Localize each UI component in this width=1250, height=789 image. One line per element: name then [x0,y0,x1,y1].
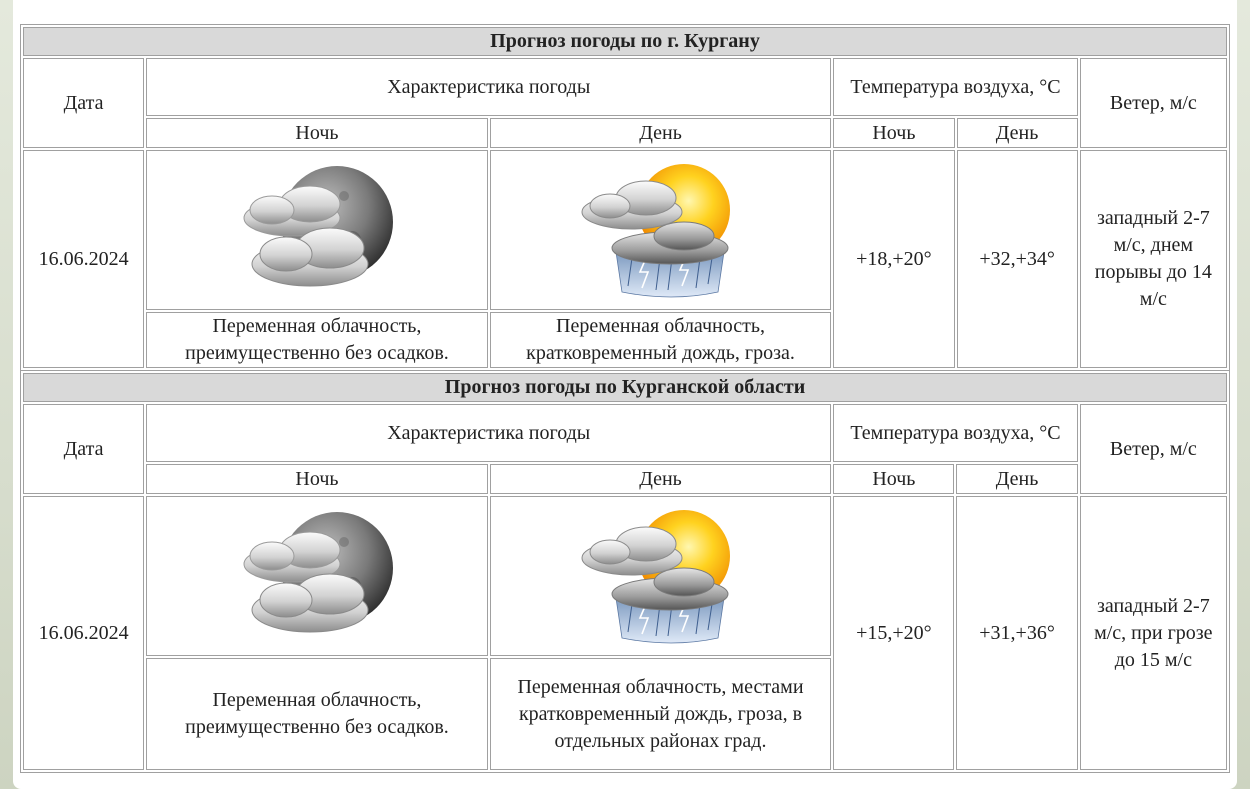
weather-characteristics-header: Характеристика погоды [146,404,831,462]
region-forecast-table [20,370,1230,773]
date-header: Дата [23,404,144,494]
temp-day-value: +31,+36° [956,496,1077,770]
temp-day-value: +32,+34° [957,150,1078,368]
wind-value: западный 2-7 м/с, при грозе до 15 м/с [1080,496,1227,770]
night-weather-image [146,496,488,656]
table-title: Прогноз погоды по Курганской области [23,373,1227,402]
air-temperature-header: Температура воздуха, °C [833,58,1077,116]
temp-night-header: Ночь [833,464,954,494]
wind-header: Ветер, м/с [1080,404,1227,494]
temp-day-header: День [957,118,1078,148]
wind-value: западный 2-7 м/с, днем порывы до 14 м/с [1080,150,1227,368]
date-header: Дата [23,58,144,148]
sun-cloud-thunderstorm-icon [576,506,746,646]
cloudy-moon-icon [232,506,402,646]
temp-night-value: +18,+20° [833,150,954,368]
forecast-date: 16.06.2024 [23,496,144,770]
wind-header: Ветер, м/с [1080,58,1227,148]
city-forecast-table [20,24,1230,371]
day-header: День [490,118,832,148]
air-temperature-header: Температура воздуха, °C [833,404,1077,462]
night-weather-image [146,150,488,310]
table-title: Прогноз погоды по г. Кургану [23,27,1227,56]
day-description: Переменная облачность, местами кратковременный дождь, гроза, в отдельных районах град. [490,658,832,770]
night-header: Ночь [146,118,488,148]
night-header: Ночь [146,464,488,494]
day-header: День [490,464,832,494]
temp-day-header: День [956,464,1077,494]
day-description: Переменная облачность, кратковременный дождь, гроза. [490,312,832,368]
night-description: Переменная облачность, преимущественно без осадков. [146,312,488,368]
sun-cloud-thunderstorm-icon [576,160,746,300]
cloudy-moon-icon [232,160,402,300]
temp-night-header: Ночь [833,118,954,148]
weather-characteristics-header: Характеристика погоды [146,58,831,116]
temp-night-value: +15,+20° [833,496,954,770]
forecast-date: 16.06.2024 [23,150,144,368]
day-weather-image [490,150,832,310]
night-description: Переменная облачность, преимущественно без осадков. [146,658,488,770]
day-weather-image [490,496,832,656]
